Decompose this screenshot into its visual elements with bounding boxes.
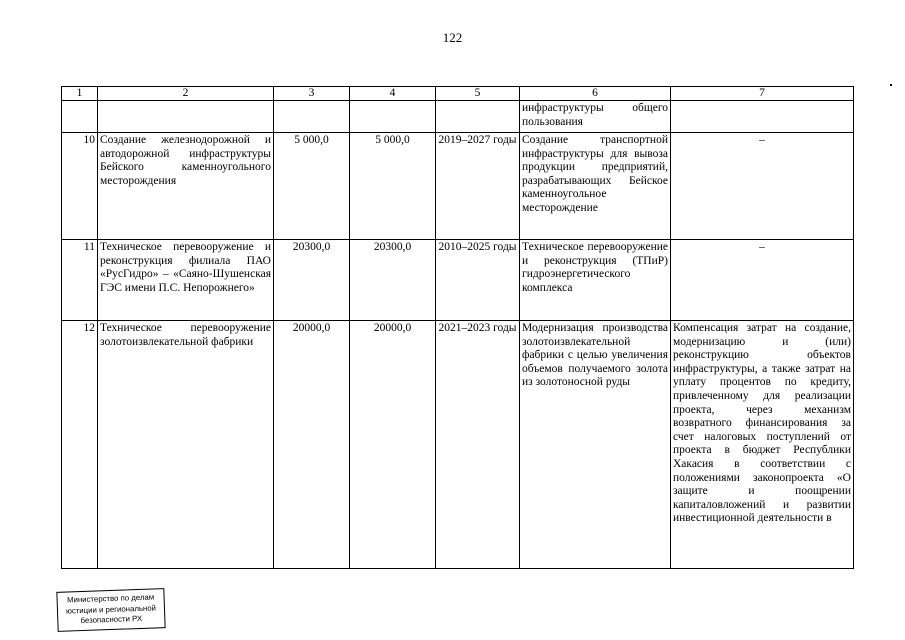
project-name-cell: Техническое перевооружение золотоизвлекательной фабрики <box>98 321 274 569</box>
project-name-cell: Техническое перевооружение и реконструкция филиала ПАО «РусГидро» – «Саяно-Шушенская ГЭС имени П.С. Непорожнего» <box>98 240 274 321</box>
objective-cell: Создание транспортной инфраструктуры для вывоза продукции предприятий, разрабатывающих Бейское каменноугольное месторождение <box>520 133 671 240</box>
support-measures-cell: Компенсация затрат на создание, модернизацию и (или) реконструкцию объектов инфраструктуры, а также затрат на уплату процентов по кредиту, привлеченному для реализации проекта, через механизм возвратного финансирования за счет налоговых поступлений от проекта в бюджет Республики Хакасия в соответствии с положениями законопроекта «О защите и поощрении капиталовложений и развитии инвестиционной деятельности в <box>671 321 854 569</box>
value-cell-col3: 20300,0 <box>274 240 350 321</box>
table-cell <box>350 101 436 133</box>
column-number: 7 <box>671 87 854 101</box>
table-cell <box>98 101 274 133</box>
column-number: 6 <box>520 87 671 101</box>
continuation-row <box>62 101 854 133</box>
table-cell <box>671 101 854 133</box>
value-cell-col3: 5 000,0 <box>274 133 350 240</box>
stray-dot <box>890 84 892 86</box>
column-number-row <box>62 87 854 101</box>
column-number: 2 <box>98 87 274 101</box>
support-measures-cell: – <box>671 133 854 240</box>
objective-cell: Модернизация производства золотоизвлекательной фабрики с целью увеличения объемов получаемого золота из золотоносной руды <box>520 321 671 569</box>
row-number-cell: 10 <box>62 133 98 240</box>
table-cell <box>62 101 98 133</box>
table-cell <box>436 101 520 133</box>
value-cell-col4: 20300,0 <box>350 240 436 321</box>
period-cell: 2010–2025 годы <box>436 240 520 321</box>
page-number: 122 <box>442 30 463 45</box>
period-cell: 2019–2027 годы <box>436 133 520 240</box>
support-measures-cell: – <box>671 240 854 321</box>
column-number: 5 <box>436 87 520 101</box>
table-row <box>62 321 854 569</box>
period-cell: 2021–2023 годы <box>436 321 520 569</box>
objective-cell: Техническое перевооружение и реконструкция (ТПиР) гидроэнергетического комплекса <box>520 240 671 321</box>
column-number: 3 <box>274 87 350 101</box>
ministry-stamp <box>56 588 165 632</box>
stamp-line: Министерство по делам <box>66 592 155 605</box>
objective-cell: инфраструктуры общего пользования <box>520 101 671 133</box>
row-number-cell: 11 <box>62 240 98 321</box>
project-name-cell: Создание железнодорожной и автодорожной инфраструктуры Бейского каменноугольного месторождения <box>98 133 274 240</box>
table-cell <box>274 101 350 133</box>
column-number: 4 <box>350 87 436 101</box>
table-row <box>62 240 854 321</box>
value-cell-col4: 5 000,0 <box>350 133 436 240</box>
value-cell-col3: 20000,0 <box>274 321 350 569</box>
value-cell-col4: 20000,0 <box>350 321 436 569</box>
column-number: 1 <box>62 87 98 101</box>
stamp-line: юстиции и региональной <box>65 602 157 616</box>
stamp-line: безопасности РХ <box>80 613 143 626</box>
projects-table <box>61 86 854 569</box>
row-number-cell: 12 <box>62 321 98 569</box>
table-row <box>62 133 854 240</box>
